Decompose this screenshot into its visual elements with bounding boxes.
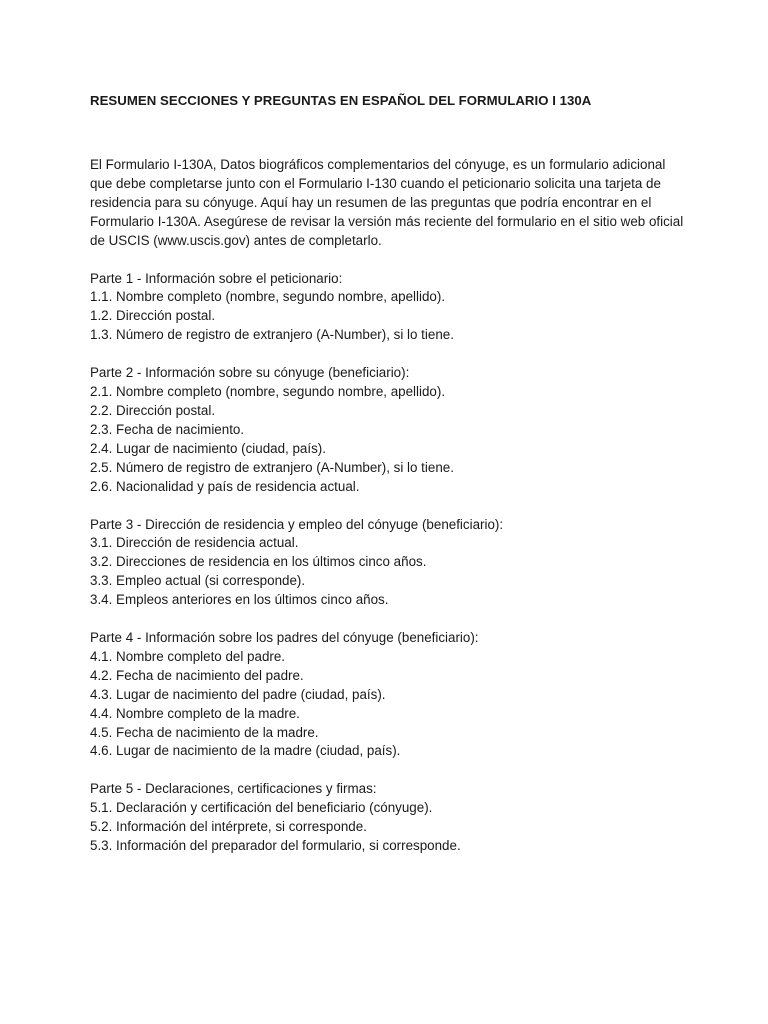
section-heading: Parte 3 - Dirección de residencia y empleo del cónyuge (beneficiario): (90, 516, 504, 532)
section-item: 1.2. Dirección postal. (90, 308, 216, 324)
section-part-2 (90, 364, 690, 496)
document-title: RESUMEN SECCIONES Y PREGUNTAS EN ESPAÑOL DEL FORMULARIO I 130A (90, 93, 592, 108)
section-item: 2.1. Nombre completo (nombre, segundo nombre, apellido). (90, 384, 446, 400)
section-item: 2.5. Número de registro de extranjero (A-Number), si lo tiene. (90, 459, 454, 475)
section-item: 3.3. Empleo actual (si corresponde). (90, 573, 306, 589)
section-item: 4.6. Lugar de nacimiento de la madre (ciudad, país). (90, 743, 401, 759)
section-part-1 (90, 270, 690, 346)
section-heading: Parte 1 - Información sobre el peticionario: (90, 270, 343, 286)
section-part-3 (90, 516, 690, 611)
section-item: 4.4. Nombre completo de la madre. (90, 705, 300, 721)
section-item: 2.4. Lugar de nacimiento (ciudad, país). (90, 440, 326, 456)
section-item: 2.3. Fecha de nacimiento. (90, 421, 245, 437)
section-item: 5.2. Información del intérprete, si corresponde. (90, 819, 367, 835)
section-item: 4.3. Lugar de nacimiento del padre (ciudad, país). (90, 686, 386, 702)
document-page (90, 92, 690, 856)
intro-paragraph: El Formulario I-130A, Datos biográficos complementarios del cónyuge, es un formulario adicional que debe completarse junto con el Formulario I-130 cuando el peticionario solicita una tarjeta de residencia para su cónyuge. Aquí hay un resumen de las preguntas que podría encontrar en el Formulario I-130A. Asegúrese de revisar la versión más reciente del formulario en el sitio web oficial de USCIS (www.uscis.gov) antes de completarlo. (90, 157, 684, 248)
section-item: 2.2. Dirección postal. (90, 402, 216, 418)
section-item: 3.2. Direcciones de residencia en los últimos cinco años. (90, 554, 427, 570)
section-item: 4.2. Fecha de nacimiento del padre. (90, 667, 304, 683)
section-heading: Parte 2 - Información sobre su cónyuge (beneficiario): (90, 365, 410, 381)
section-heading: Parte 4 - Información sobre los padres del cónyuge (beneficiario): (90, 630, 479, 646)
section-part-4 (90, 629, 690, 761)
section-item: 2.6. Nacionalidad y país de residencia actual. (90, 478, 360, 494)
section-part-5 (90, 780, 690, 856)
section-item: 4.5. Fecha de nacimiento de la madre. (90, 724, 319, 740)
section-item: 3.4. Empleos anteriores en los últimos cinco años. (90, 592, 389, 608)
section-heading: Parte 5 - Declaraciones, certificaciones y firmas: (90, 781, 377, 797)
section-item: 1.3. Número de registro de extranjero (A-Number), si lo tiene. (90, 327, 454, 343)
section-item: 5.3. Información del preparador del formulario, si corresponde. (90, 838, 461, 854)
section-item: 5.1. Declaración y certificación del beneficiario (cónyuge). (90, 800, 433, 816)
section-item: 3.1. Dirección de residencia actual. (90, 535, 299, 551)
section-item: 1.1. Nombre completo (nombre, segundo nombre, apellido). (90, 289, 446, 305)
section-item: 4.1. Nombre completo del padre. (90, 648, 286, 664)
